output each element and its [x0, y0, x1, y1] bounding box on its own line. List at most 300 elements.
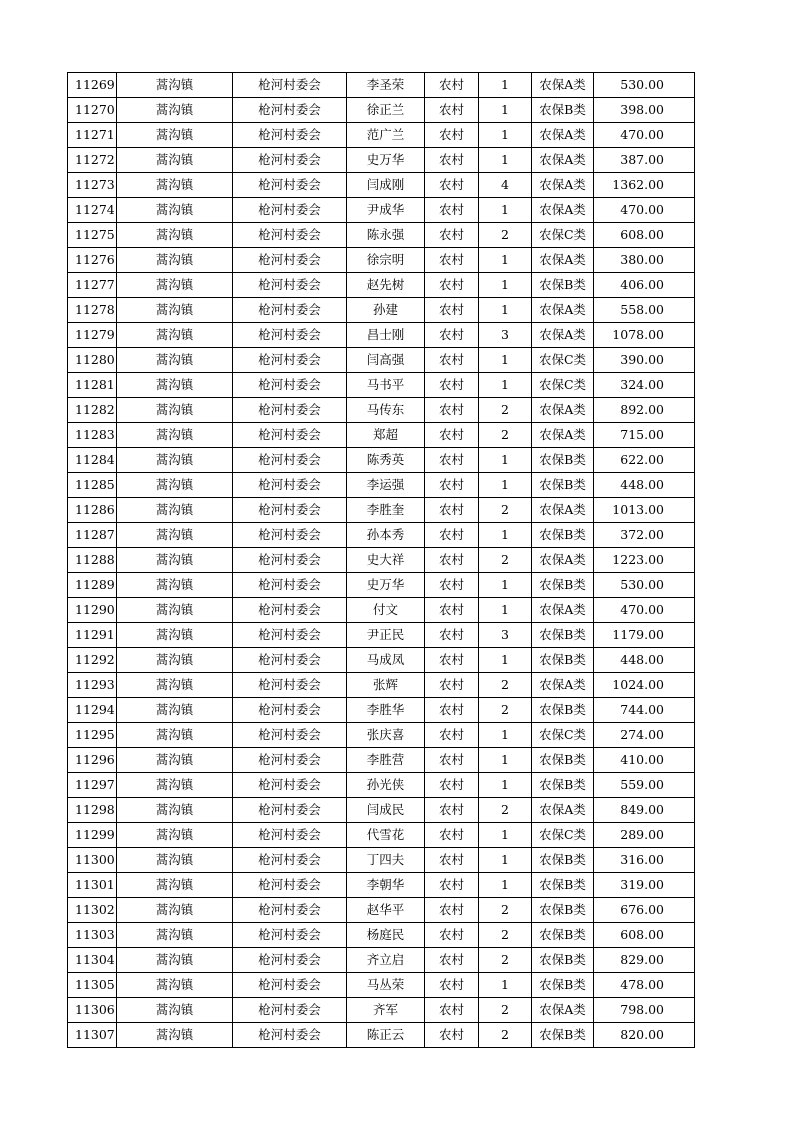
town-cell: 蒿沟镇: [117, 748, 233, 773]
town-cell: 蒿沟镇: [117, 998, 233, 1023]
table-row: [68, 273, 695, 298]
record-id-cell: 11304: [68, 948, 117, 973]
name-cell: 孙本秀: [347, 523, 425, 548]
table-row: [68, 198, 695, 223]
village-committee-cell: 枪河村委会: [233, 573, 347, 598]
area-type-cell: 农村: [425, 573, 479, 598]
table-row: [68, 473, 695, 498]
table-row: [68, 173, 695, 198]
village-committee-cell: 枪河村委会: [233, 448, 347, 473]
amount-cell: 798.00: [594, 998, 695, 1023]
insurance-category-cell: 农保A类: [532, 423, 594, 448]
town-cell: 蒿沟镇: [117, 323, 233, 348]
record-id-cell: 11290: [68, 598, 117, 623]
area-type-cell: 农村: [425, 698, 479, 723]
household-size-cell: 1: [479, 148, 532, 173]
table-row: [68, 423, 695, 448]
town-cell: 蒿沟镇: [117, 498, 233, 523]
insurance-category-cell: 农保A类: [532, 548, 594, 573]
town-cell: 蒿沟镇: [117, 273, 233, 298]
name-cell: 陈永强: [347, 223, 425, 248]
name-cell: 丁四夫: [347, 848, 425, 873]
record-id-cell: 11280: [68, 348, 117, 373]
household-size-cell: 1: [479, 723, 532, 748]
household-size-cell: 1: [479, 523, 532, 548]
amount-cell: 530.00: [594, 573, 695, 598]
town-cell: 蒿沟镇: [117, 223, 233, 248]
village-committee-cell: 枪河村委会: [233, 323, 347, 348]
area-type-cell: 农村: [425, 873, 479, 898]
insurance-category-cell: 农保A类: [532, 598, 594, 623]
amount-cell: 608.00: [594, 223, 695, 248]
record-id-cell: 11302: [68, 898, 117, 923]
town-cell: 蒿沟镇: [117, 948, 233, 973]
village-committee-cell: 枪河村委会: [233, 173, 347, 198]
area-type-cell: 农村: [425, 248, 479, 273]
insurance-category-cell: 农保B类: [532, 273, 594, 298]
household-size-cell: 2: [479, 423, 532, 448]
record-id-cell: 11270: [68, 98, 117, 123]
household-size-cell: 2: [479, 798, 532, 823]
record-id-cell: 11307: [68, 1023, 117, 1048]
table-row: [68, 348, 695, 373]
insurance-category-cell: 农保A类: [532, 498, 594, 523]
table-row: [68, 323, 695, 348]
household-size-cell: 1: [479, 123, 532, 148]
record-id-cell: 11281: [68, 373, 117, 398]
amount-cell: 448.00: [594, 473, 695, 498]
town-cell: 蒿沟镇: [117, 623, 233, 648]
record-id-cell: 11299: [68, 823, 117, 848]
village-committee-cell: 枪河村委会: [233, 298, 347, 323]
village-committee-cell: 枪河村委会: [233, 223, 347, 248]
insurance-category-cell: 农保C类: [532, 223, 594, 248]
household-size-cell: 2: [479, 698, 532, 723]
household-size-cell: 1: [479, 273, 532, 298]
insurance-category-cell: 农保A类: [532, 798, 594, 823]
household-size-cell: 3: [479, 623, 532, 648]
insurance-category-cell: 农保A类: [532, 248, 594, 273]
name-cell: 李胜奎: [347, 498, 425, 523]
insurance-category-cell: 农保B类: [532, 1023, 594, 1048]
amount-cell: 274.00: [594, 723, 695, 748]
name-cell: 马书平: [347, 373, 425, 398]
name-cell: 徐宗明: [347, 248, 425, 273]
household-size-cell: 1: [479, 348, 532, 373]
area-type-cell: 农村: [425, 198, 479, 223]
insurance-category-cell: 农保A类: [532, 123, 594, 148]
name-cell: 齐军: [347, 998, 425, 1023]
village-committee-cell: 枪河村委会: [233, 273, 347, 298]
household-size-cell: 1: [479, 598, 532, 623]
record-id-cell: 11303: [68, 923, 117, 948]
village-committee-cell: 枪河村委会: [233, 923, 347, 948]
town-cell: 蒿沟镇: [117, 548, 233, 573]
household-size-cell: 2: [479, 898, 532, 923]
area-type-cell: 农村: [425, 298, 479, 323]
village-committee-cell: 枪河村委会: [233, 698, 347, 723]
name-cell: 赵先树: [347, 273, 425, 298]
village-committee-cell: 枪河村委会: [233, 248, 347, 273]
amount-cell: 380.00: [594, 248, 695, 273]
village-committee-cell: 枪河村委会: [233, 398, 347, 423]
table-row: [68, 973, 695, 998]
amount-cell: 324.00: [594, 373, 695, 398]
table-row: [68, 373, 695, 398]
insurance-category-cell: 农保B类: [532, 748, 594, 773]
record-id-cell: 11269: [68, 73, 117, 98]
table-row: [68, 548, 695, 573]
table-row: [68, 598, 695, 623]
record-id-cell: 11300: [68, 848, 117, 873]
table-row: [68, 848, 695, 873]
town-cell: 蒿沟镇: [117, 648, 233, 673]
table-row: [68, 898, 695, 923]
name-cell: 徐正兰: [347, 98, 425, 123]
village-committee-cell: 枪河村委会: [233, 423, 347, 448]
village-committee-cell: 枪河村委会: [233, 373, 347, 398]
town-cell: 蒿沟镇: [117, 873, 233, 898]
name-cell: 史万华: [347, 573, 425, 598]
name-cell: 陈正云: [347, 1023, 425, 1048]
insurance-category-cell: 农保B类: [532, 948, 594, 973]
table-row: [68, 773, 695, 798]
insurance-category-cell: 农保C类: [532, 373, 594, 398]
amount-cell: 849.00: [594, 798, 695, 823]
area-type-cell: 农村: [425, 648, 479, 673]
town-cell: 蒿沟镇: [117, 398, 233, 423]
town-cell: 蒿沟镇: [117, 173, 233, 198]
household-size-cell: 2: [479, 673, 532, 698]
town-cell: 蒿沟镇: [117, 923, 233, 948]
name-cell: 李胜营: [347, 748, 425, 773]
insurance-category-cell: 农保A类: [532, 198, 594, 223]
insurance-category-cell: 农保B类: [532, 973, 594, 998]
household-size-cell: 1: [479, 573, 532, 598]
household-size-cell: 2: [479, 398, 532, 423]
insurance-category-cell: 农保B类: [532, 773, 594, 798]
village-committee-cell: 枪河村委会: [233, 673, 347, 698]
name-cell: 昌士刚: [347, 323, 425, 348]
name-cell: 史大祥: [347, 548, 425, 573]
record-id-cell: 11276: [68, 248, 117, 273]
insurance-category-cell: 农保A类: [532, 323, 594, 348]
household-size-cell: 1: [479, 373, 532, 398]
insurance-category-cell: 农保A类: [532, 298, 594, 323]
town-cell: 蒿沟镇: [117, 198, 233, 223]
amount-cell: 1179.00: [594, 623, 695, 648]
insurance-category-cell: 农保C类: [532, 723, 594, 748]
household-size-cell: 1: [479, 848, 532, 873]
area-type-cell: 农村: [425, 348, 479, 373]
village-committee-cell: 枪河村委会: [233, 548, 347, 573]
village-committee-cell: 枪河村委会: [233, 73, 347, 98]
insurance-category-cell: 农保A类: [532, 673, 594, 698]
household-size-cell: 2: [479, 998, 532, 1023]
village-committee-cell: 枪河村委会: [233, 98, 347, 123]
amount-cell: 289.00: [594, 823, 695, 848]
area-type-cell: 农村: [425, 173, 479, 198]
insurance-category-cell: 农保B类: [532, 648, 594, 673]
record-id-cell: 11291: [68, 623, 117, 648]
amount-cell: 406.00: [594, 273, 695, 298]
area-type-cell: 农村: [425, 823, 479, 848]
amount-cell: 558.00: [594, 298, 695, 323]
amount-cell: 398.00: [594, 98, 695, 123]
table-row: [68, 1023, 695, 1048]
record-id-cell: 11288: [68, 548, 117, 573]
town-cell: 蒿沟镇: [117, 473, 233, 498]
town-cell: 蒿沟镇: [117, 448, 233, 473]
amount-cell: 1078.00: [594, 323, 695, 348]
insurance-category-cell: 农保A类: [532, 998, 594, 1023]
insurance-category-cell: 农保B类: [532, 448, 594, 473]
household-size-cell: 1: [479, 473, 532, 498]
town-cell: 蒿沟镇: [117, 248, 233, 273]
record-id-cell: 11296: [68, 748, 117, 773]
table-row: [68, 998, 695, 1023]
village-committee-cell: 枪河村委会: [233, 723, 347, 748]
village-committee-cell: 枪河村委会: [233, 1023, 347, 1048]
amount-cell: 448.00: [594, 648, 695, 673]
household-size-cell: 2: [479, 223, 532, 248]
household-size-cell: 4: [479, 173, 532, 198]
household-size-cell: 1: [479, 773, 532, 798]
village-committee-cell: 枪河村委会: [233, 898, 347, 923]
name-cell: 杨庭民: [347, 923, 425, 948]
amount-cell: 316.00: [594, 848, 695, 873]
name-cell: 尹成华: [347, 198, 425, 223]
area-type-cell: 农村: [425, 123, 479, 148]
area-type-cell: 农村: [425, 998, 479, 1023]
record-id-cell: 11285: [68, 473, 117, 498]
insurance-category-cell: 农保C类: [532, 823, 594, 848]
name-cell: 闫成刚: [347, 173, 425, 198]
area-type-cell: 农村: [425, 223, 479, 248]
record-id-cell: 11273: [68, 173, 117, 198]
amount-cell: 559.00: [594, 773, 695, 798]
record-id-cell: 11282: [68, 398, 117, 423]
household-size-cell: 2: [479, 498, 532, 523]
record-id-cell: 11295: [68, 723, 117, 748]
name-cell: 张辉: [347, 673, 425, 698]
household-size-cell: 1: [479, 73, 532, 98]
area-type-cell: 农村: [425, 373, 479, 398]
name-cell: 尹正民: [347, 623, 425, 648]
record-id-cell: 11278: [68, 298, 117, 323]
village-committee-cell: 枪河村委会: [233, 998, 347, 1023]
table-row: [68, 448, 695, 473]
record-id-cell: 11289: [68, 573, 117, 598]
table-row: [68, 248, 695, 273]
area-type-cell: 农村: [425, 623, 479, 648]
table-row: [68, 648, 695, 673]
town-cell: 蒿沟镇: [117, 73, 233, 98]
town-cell: 蒿沟镇: [117, 573, 233, 598]
area-type-cell: 农村: [425, 598, 479, 623]
record-id-cell: 11287: [68, 523, 117, 548]
record-id-cell: 11292: [68, 648, 117, 673]
area-type-cell: 农村: [425, 148, 479, 173]
town-cell: 蒿沟镇: [117, 523, 233, 548]
table-body: [68, 73, 695, 1048]
village-committee-cell: 枪河村委会: [233, 523, 347, 548]
household-size-cell: 2: [479, 1023, 532, 1048]
area-type-cell: 农村: [425, 423, 479, 448]
insurance-category-cell: 农保B类: [532, 873, 594, 898]
town-cell: 蒿沟镇: [117, 898, 233, 923]
amount-cell: 744.00: [594, 698, 695, 723]
record-id-cell: 11284: [68, 448, 117, 473]
table-row: [68, 723, 695, 748]
table-row: [68, 798, 695, 823]
record-id-cell: 11294: [68, 698, 117, 723]
record-id-cell: 11271: [68, 123, 117, 148]
household-size-cell: 3: [479, 323, 532, 348]
amount-cell: 1362.00: [594, 173, 695, 198]
insurance-category-cell: 农保A类: [532, 398, 594, 423]
household-size-cell: 1: [479, 248, 532, 273]
amount-cell: 1223.00: [594, 548, 695, 573]
insurance-category-cell: 农保B类: [532, 98, 594, 123]
area-type-cell: 农村: [425, 723, 479, 748]
town-cell: 蒿沟镇: [117, 823, 233, 848]
record-id-cell: 11293: [68, 673, 117, 698]
name-cell: 李圣荣: [347, 73, 425, 98]
amount-cell: 530.00: [594, 73, 695, 98]
town-cell: 蒿沟镇: [117, 598, 233, 623]
village-committee-cell: 枪河村委会: [233, 198, 347, 223]
household-size-cell: 1: [479, 448, 532, 473]
village-committee-cell: 枪河村委会: [233, 123, 347, 148]
record-id-cell: 11283: [68, 423, 117, 448]
town-cell: 蒿沟镇: [117, 148, 233, 173]
area-type-cell: 农村: [425, 398, 479, 423]
town-cell: 蒿沟镇: [117, 698, 233, 723]
amount-cell: 470.00: [594, 598, 695, 623]
town-cell: 蒿沟镇: [117, 423, 233, 448]
insurance-category-cell: 农保B类: [532, 523, 594, 548]
record-id-cell: 11306: [68, 998, 117, 1023]
area-type-cell: 农村: [425, 748, 479, 773]
record-id-cell: 11277: [68, 273, 117, 298]
record-id-cell: 11275: [68, 223, 117, 248]
area-type-cell: 农村: [425, 98, 479, 123]
village-committee-cell: 枪河村委会: [233, 598, 347, 623]
record-id-cell: 11297: [68, 773, 117, 798]
town-cell: 蒿沟镇: [117, 298, 233, 323]
area-type-cell: 农村: [425, 923, 479, 948]
table-row: [68, 698, 695, 723]
table-row: [68, 873, 695, 898]
village-committee-cell: 枪河村委会: [233, 973, 347, 998]
record-id-cell: 11301: [68, 873, 117, 898]
name-cell: 赵华平: [347, 898, 425, 923]
household-size-cell: 1: [479, 973, 532, 998]
area-type-cell: 农村: [425, 73, 479, 98]
household-size-cell: 2: [479, 923, 532, 948]
town-cell: 蒿沟镇: [117, 973, 233, 998]
village-committee-cell: 枪河村委会: [233, 848, 347, 873]
amount-cell: 372.00: [594, 523, 695, 548]
record-id-cell: 11286: [68, 498, 117, 523]
village-committee-cell: 枪河村委会: [233, 873, 347, 898]
table-row: [68, 748, 695, 773]
insurance-category-cell: 农保B类: [532, 573, 594, 598]
amount-cell: 410.00: [594, 748, 695, 773]
insurance-category-cell: 农保A类: [532, 148, 594, 173]
name-cell: 马丛荣: [347, 973, 425, 998]
records-table: [67, 72, 695, 1048]
village-committee-cell: 枪河村委会: [233, 148, 347, 173]
insurance-category-cell: 农保A类: [532, 73, 594, 98]
town-cell: 蒿沟镇: [117, 773, 233, 798]
table-row: [68, 223, 695, 248]
record-id-cell: 11305: [68, 973, 117, 998]
village-committee-cell: 枪河村委会: [233, 798, 347, 823]
name-cell: 齐立启: [347, 948, 425, 973]
household-size-cell: 1: [479, 198, 532, 223]
area-type-cell: 农村: [425, 473, 479, 498]
amount-cell: 676.00: [594, 898, 695, 923]
household-size-cell: 1: [479, 748, 532, 773]
insurance-category-cell: 农保B类: [532, 473, 594, 498]
name-cell: 范广兰: [347, 123, 425, 148]
record-id-cell: 11279: [68, 323, 117, 348]
table-row: [68, 948, 695, 973]
amount-cell: 608.00: [594, 923, 695, 948]
table-row: [68, 298, 695, 323]
table-row: [68, 73, 695, 98]
area-type-cell: 农村: [425, 948, 479, 973]
amount-cell: 892.00: [594, 398, 695, 423]
table-row: [68, 673, 695, 698]
amount-cell: 1024.00: [594, 673, 695, 698]
insurance-category-cell: 农保B类: [532, 698, 594, 723]
table-row: [68, 623, 695, 648]
area-type-cell: 农村: [425, 973, 479, 998]
area-type-cell: 农村: [425, 848, 479, 873]
name-cell: 马传东: [347, 398, 425, 423]
area-type-cell: 农村: [425, 898, 479, 923]
name-cell: 孙光侠: [347, 773, 425, 798]
household-size-cell: 1: [479, 823, 532, 848]
town-cell: 蒿沟镇: [117, 373, 233, 398]
record-id-cell: 11272: [68, 148, 117, 173]
village-committee-cell: 枪河村委会: [233, 773, 347, 798]
name-cell: 付文: [347, 598, 425, 623]
town-cell: 蒿沟镇: [117, 848, 233, 873]
household-size-cell: 2: [479, 548, 532, 573]
area-type-cell: 农村: [425, 498, 479, 523]
insurance-category-cell: 农保B类: [532, 623, 594, 648]
village-committee-cell: 枪河村委会: [233, 748, 347, 773]
village-committee-cell: 枪河村委会: [233, 348, 347, 373]
village-committee-cell: 枪河村委会: [233, 623, 347, 648]
town-cell: 蒿沟镇: [117, 123, 233, 148]
household-size-cell: 2: [479, 948, 532, 973]
name-cell: 郑超: [347, 423, 425, 448]
town-cell: 蒿沟镇: [117, 723, 233, 748]
village-committee-cell: 枪河村委会: [233, 473, 347, 498]
insurance-category-cell: 农保A类: [532, 173, 594, 198]
amount-cell: 478.00: [594, 973, 695, 998]
amount-cell: 390.00: [594, 348, 695, 373]
amount-cell: 820.00: [594, 1023, 695, 1048]
amount-cell: 470.00: [594, 123, 695, 148]
name-cell: 史万华: [347, 148, 425, 173]
insurance-category-cell: 农保B类: [532, 898, 594, 923]
